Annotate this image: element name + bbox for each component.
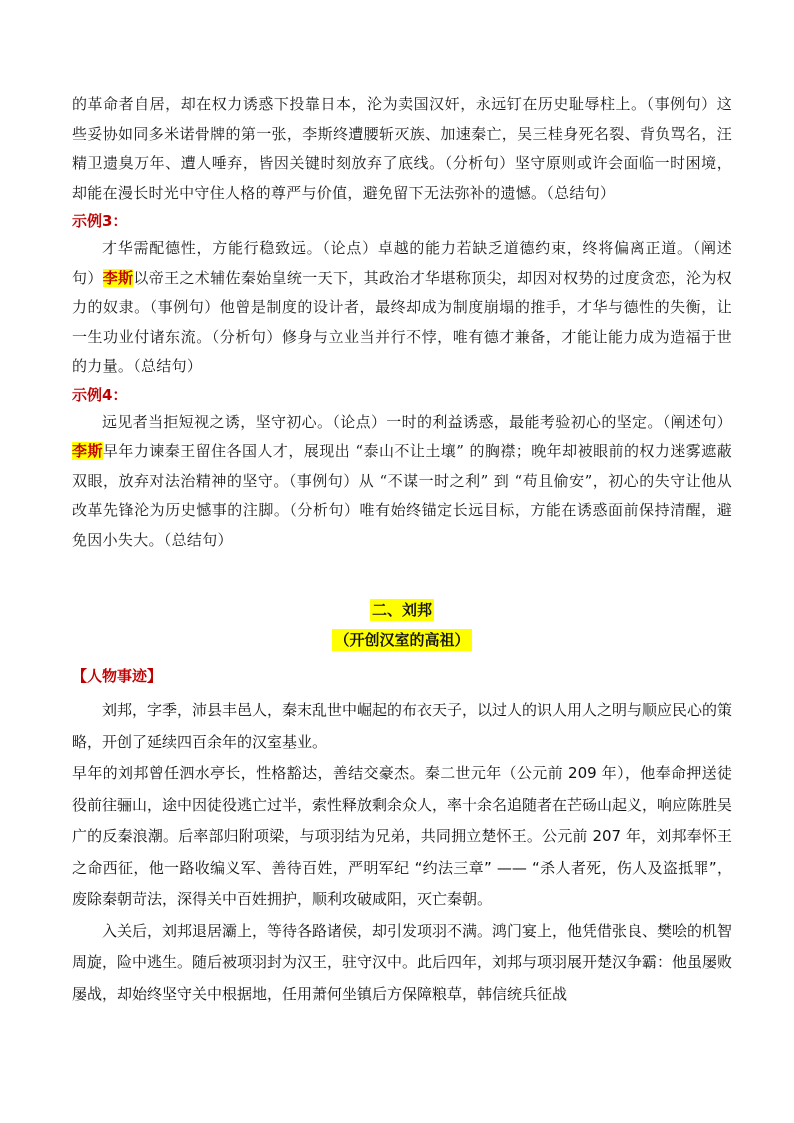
section-subtitle-row [72, 627, 732, 653]
liubang-paragraph-1: 刘邦，字季，沛县丰邑人，秦末乱世中崛起的布衣天子，以过人的识人用人之明与顺应民心的策略，开创了延续四百余年的汉室基业。 [72, 701, 733, 751]
example3-highlight-name: 李斯 [102, 268, 134, 287]
section-title: 二、刘邦 [371, 601, 432, 619]
example3-label: 示例3： [72, 212, 128, 230]
liubang-paragraph-3: 入关后，刘邦退居灞上，等待各路诸侯，却引发项羽不满。鸿门宴上，他凭借张良、樊哙的机智周旋，险中逃生。随后被项羽封为汉王，驻守汉中。此后四年，刘邦与项羽展开楚汉争霸：他虽屡败屡战，却始终坚守关中根据地，任用萧何坐镇后方保障粮草，韩信统兵征战 [72, 921, 733, 1003]
liubang-paragraph-2: 早年的刘邦曾任泗水亭长，性格豁达，善结交豪杰。秦二世元年（公元前 209 年），他奉命押送徒役前往骊山，途中因徒役逃亡过半，索性释放剩余众人，率十余名追随者在芒砀山起义，响应陈胜吴广的反秦浪潮。后率部归附项梁，与项羽结为兄弟，共同拥立楚怀王。公元前 207 年，刘邦奉怀王之命西征，他一路收编义军、善待百姓，严明军纪 “约法三章” —— “杀人者死，伤人及盗抵罪”，废除秦朝苛法，深得关中百姓拥护，顺利攻破咸阳，灭亡秦朝。 [72, 764, 733, 908]
example4-highlight-name: 李斯 [72, 442, 103, 460]
example4-paragraph [72, 408, 732, 556]
example3-text-start: 才华需配德性，方能行稳致远。（论点）卓越的能力若缺乏道德约束，终将偏离正道。（阐述句） [72, 239, 732, 287]
example4-label: 示例4： [72, 385, 128, 404]
figure-deeds-label: 【人物事迹】 [72, 667, 163, 685]
section-subtitle: （开创汉室的高祖） [334, 631, 470, 649]
example4-text-rest: 早年力谏秦王留住各国人才，展现出 “泰山不让土壤” 的胸襟；晚年却被眼前的权力迷雾遮蔽双眼，放弃对法治精神的坚守。（事例句）从 “不谋一时之利” 到 “苟且偷安”，初心的失守让他从改革先锋沦为历史憾事的注脚。（分析句）唯有始终锚定长远目标，方能在诱惑面前保持清醒，避免因小失大。（总结句） [72, 442, 733, 549]
section-title-row [72, 597, 732, 623]
example3-text-rest: 以帝王之术辅佐秦始皇统一天下，其政治才华堪称顶尖，却因对权势的过度贪恋，沦为权力的奴隶。（事例句）他曾是制度的设计者，最终却成为制度崩塌的推手，才华与德性的失衡，让一生功业付诸东流。（分析句）修身与立业当并行不悖，唯有德才兼备，才能让能力成为造福于世的力量。（总结句） [72, 268, 732, 375]
example3-paragraph [72, 234, 732, 382]
example4-text-start: 远见者当拒短视之诱，坚守初心。（论点）一时的利益诱惑，最能考验初心的坚定。（阐述句） [102, 412, 732, 431]
section-spacer [72, 555, 732, 597]
example2-paragraph-tail: 的革命者自居，却在权力诱惑下投靠日本，沦为卖国汉奸，永远钉在历史耻辱柱上。（事例句）这些妥协如同多米诺骨牌的第一张，李斯终遭腰斩灭族、加速秦亡，吴三桂身死名裂、背负骂名，汪精卫遗臭万年、遭人唾弃，皆因关键时刻放弃了底线。（分析句）坚守原则或许会面临一时困境，却能在漫长时光中守住人格的尊严与价值，避免留下无法弥补的遗憾。（总结句） [72, 95, 732, 202]
page-content [72, 90, 732, 1010]
